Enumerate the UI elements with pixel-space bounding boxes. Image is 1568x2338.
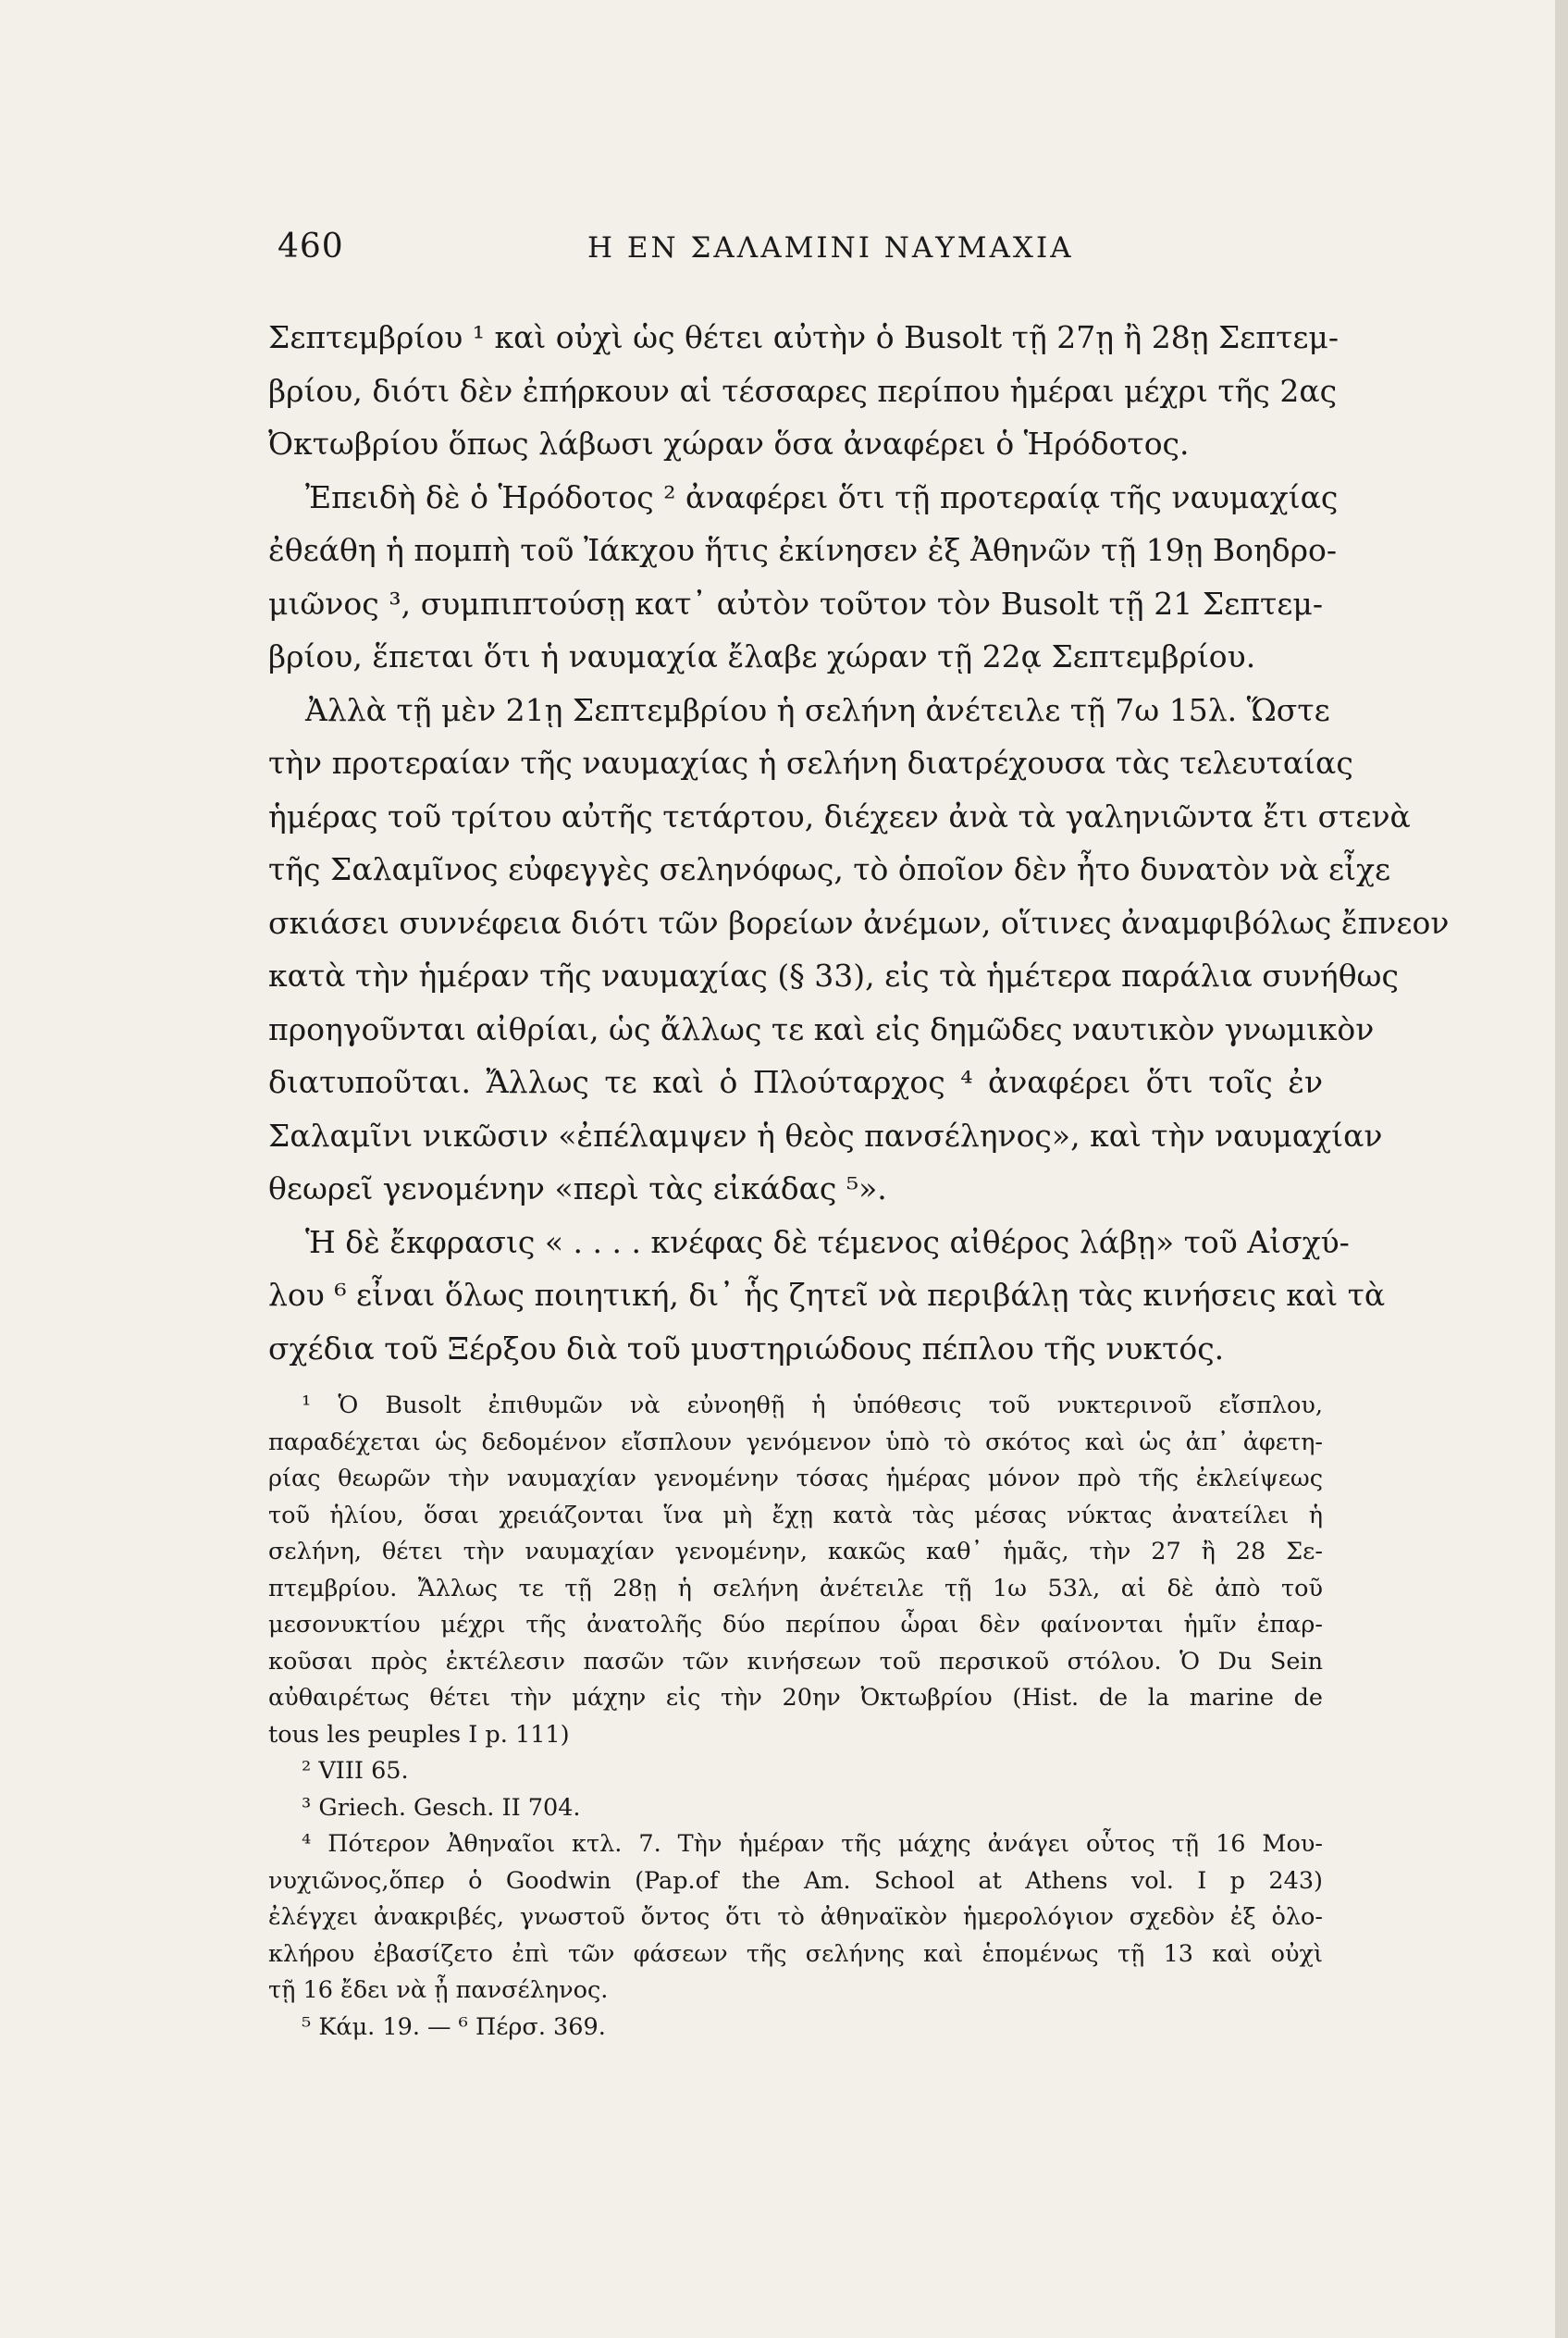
body-line: τῆς Σαλαμῖνος εὐφεγγὲς σεληνόφως, τὸ ὁποῖον δὲν ἦτο δυνατὸν νὰ εἶχε (268, 851, 1391, 887)
body-line: Σαλαμῖνι νικῶσιν «ἐπέλαμψεν ἡ θεὸς πανσέληνος», καὶ τὴν ναυμαχίαν (268, 1117, 1383, 1154)
body-line: ἐθεάθη ἡ πομπὴ τοῦ Ἰάκχου ἥτις ἐκίνησεν ἐξ Ἀθηνῶν τῇ 19ῃ Βοηδρο- (268, 532, 1338, 568)
body-line: βρίου, διότι δὲν ἐπήρκουν αἱ τέσσαρες περίπου ἡμέραι μέχρι τῆς 2ας (268, 372, 1338, 409)
body-line: βρίου, ἕπεται ὅτι ἡ ναυμαχία ἔλαβε χώραν τῇ 22ᾳ Σεπτεμβρίου. (268, 638, 1256, 674)
footnotes (268, 1388, 1323, 2046)
page-number: 460 (278, 228, 344, 266)
body-line: Ἐπειδὴ δὲ ὁ Ἡρόδοτος ² ἀναφέρει ὅτι τῇ προτεραίᾳ τῆς ναυμαχίας (305, 478, 1339, 515)
footnote-line: πτεμβρίου. Ἄλλως τε τῇ 28ῃ ἡ σελήνη ἀνέτειλε τῇ 1ω 53λ, αἱ δὲ ἀπὸ τοῦ (268, 1574, 1323, 1602)
body-line: Ἡ δὲ ἔκφρασις « . . . . κνέφας δὲ τέμενος αἰθέρος λάβῃ» τοῦ Αἰσχύ- (305, 1223, 1350, 1260)
footnote-line: ⁵ Κάμ. 19. — ⁶ Πέρσ. 369. (302, 2012, 606, 2041)
body-line: τὴν προτεραίαν τῆς ναυμαχίας ἡ σελήνη διατρέχουσα τὰς τελευταίας (268, 745, 1353, 781)
footnote-line: κλήρου ἐβασίζετο ἐπὶ τῶν φάσεων τῆς σελήνης καὶ ἑπομένως τῇ 13 καὶ οὐχὶ (268, 1939, 1323, 1968)
footnote-line: τῇ 16 ἔδει νὰ ᾖ πανσέληνος. (268, 1976, 609, 2004)
body-line: θεωρεῖ γενομένην «περὶ τὰς εἰκάδας ⁵». (268, 1170, 887, 1206)
footnote-line: tous les peuples I p. 111) (268, 1720, 570, 1749)
running-header (278, 228, 1304, 283)
footnote-line: κοῦσαι πρὸς ἐκτέλεσιν πασῶν τῶν κινήσεων τοῦ περσικοῦ στόλου. Ὁ Du Sein (268, 1647, 1323, 1676)
body-line: λου ⁶ εἶναι ὅλως ποιητική, δι᾽ ἧς ζητεῖ νὰ περιβάλῃ τὰς κινήσεις καὶ τὰ (268, 1277, 1386, 1313)
body-line: σχέδια τοῦ Ξέρξου διὰ τοῦ μυστηριώδους πέπλου τῆς νυκτός. (268, 1330, 1225, 1367)
footnote-line: ἐλέγχει ἀνακριβές, γνωστοῦ ὄντος ὅτι τὸ ἀθηναϊκὸν ἡμερολόγιον σχεδὸν ἐξ ὁλο- (268, 1903, 1323, 1931)
page-edge (1555, 0, 1568, 2338)
footnote-line: ² VIII 65. (302, 1757, 409, 1785)
running-title: Η ΕΝ ΣΑΛΑΜΙΝΙ ΝΑΥΜΑΧΙΑ (587, 231, 1074, 265)
footnote-line: παραδέχεται ὡς δεδομένον εἴσπλουν γενόμενον ὑπὸ τὸ σκότος καὶ ὡς ἀπ᾽ ἀφετη- (268, 1428, 1323, 1456)
footnote-line: ¹ Ὁ Busolt ἐπιθυμῶν νὰ εὐνοηθῇ ἡ ὑπόθεσις τοῦ νυκτερινοῦ εἴσπλου, (302, 1392, 1323, 1419)
footnote-line: μεσονυκτίου μέχρι τῆς ἀνατολῆς δύο περίπου ὧραι δὲν φαίνονται ἡμῖν ἐπαρ- (268, 1611, 1323, 1639)
footnote-line: σελήνη, θέτει τὴν ναυμαχίαν γενομένην, κακῶς καθ᾽ ἡμᾶς, τὴν 27 ἢ 28 Σε- (268, 1538, 1323, 1565)
main-text (268, 311, 1450, 1375)
body-line: μιῶνος ³, συμπιπτούσῃ κατ᾽ αὐτὸν τοῦτον τὸν Busolt τῇ 21 Σεπτεμ- (268, 585, 1323, 622)
footnote-line: αὐθαιρέτως θέτει τὴν μάχην εἰς τὴν 20ην Ὀκτωβρίου (Hist. de la marine de (268, 1684, 1323, 1712)
footnote-line: ρίας θεωρῶν τὴν ναυμαχίαν γενομένην τόσας ἡμέρας μόνον πρὸ τῆς ἐκλείψεως (268, 1465, 1323, 1492)
footnote-line: νυχιῶνος,ὅπερ ὁ Goodwin (Pap.of the Am. School at Athens vol. I p 243) (268, 1866, 1323, 1895)
footnote-line: τοῦ ἡλίου, ὅσαι χρειάζονται ἵνα μὴ ἔχῃ κατὰ τὰς μέσας νύκτας ἀνατείλει ἡ (268, 1501, 1323, 1529)
footnote-line: ³ Griech. Gesch. II 704. (302, 1793, 581, 1822)
body-line: κατὰ τὴν ἡμέραν τῆς ναυμαχίας (§ 33), εἰς τὰ ἡμέτερα παράλια συνήθως (268, 958, 1399, 994)
body-line: Σεπτεμβρίου ¹ καὶ οὐχὶ ὡς θέτει αὐτὴν ὁ Busolt τῇ 27ῃ ἢ 28ῃ Σεπτεμ- (268, 319, 1340, 355)
body-line: προηγοῦνται αἰθρίαι, ὡς ἄλλως τε καὶ εἰς δημῶδες ναυτικὸν γνωμικὸν (268, 1010, 1375, 1047)
body-line: σκιάσει συννέφεια διότι τῶν βορείων ἀνέμων, οἵτινες ἀναμφιβόλως ἔπνεον (268, 904, 1450, 941)
body-line: Ἀλλὰ τῇ μὲν 21ῃ Σεπτεμβρίου ἡ σελήνη ἀνέτειλε τῇ 7ω 15λ. Ὥστε (305, 691, 1330, 728)
body-line: ἡμέρας τοῦ τρίτου αὐτῆς τετάρτου, διέχεεν ἀνὰ τὰ γαληνιῶντα ἔτι στενὰ (268, 798, 1411, 835)
body-line: διατυποῦται. Ἄλλως τε καὶ ὁ Πλούταρχος ⁴ ἀναφέρει ὅτι τοῖς ἐν (268, 1064, 1323, 1100)
body-line: Ὀκτωβρίου ὅπως λάβωσι χώραν ὅσα ἀναφέρει ὁ Ἡρόδοτος. (268, 426, 1190, 462)
footnote-line: ⁴ Πότερον Ἀθηναῖοι κτλ. 7. Τὴν ἡμέραν τῆς μάχης ἀνάγει οὗτος τῇ 16 Μου- (302, 1830, 1323, 1858)
